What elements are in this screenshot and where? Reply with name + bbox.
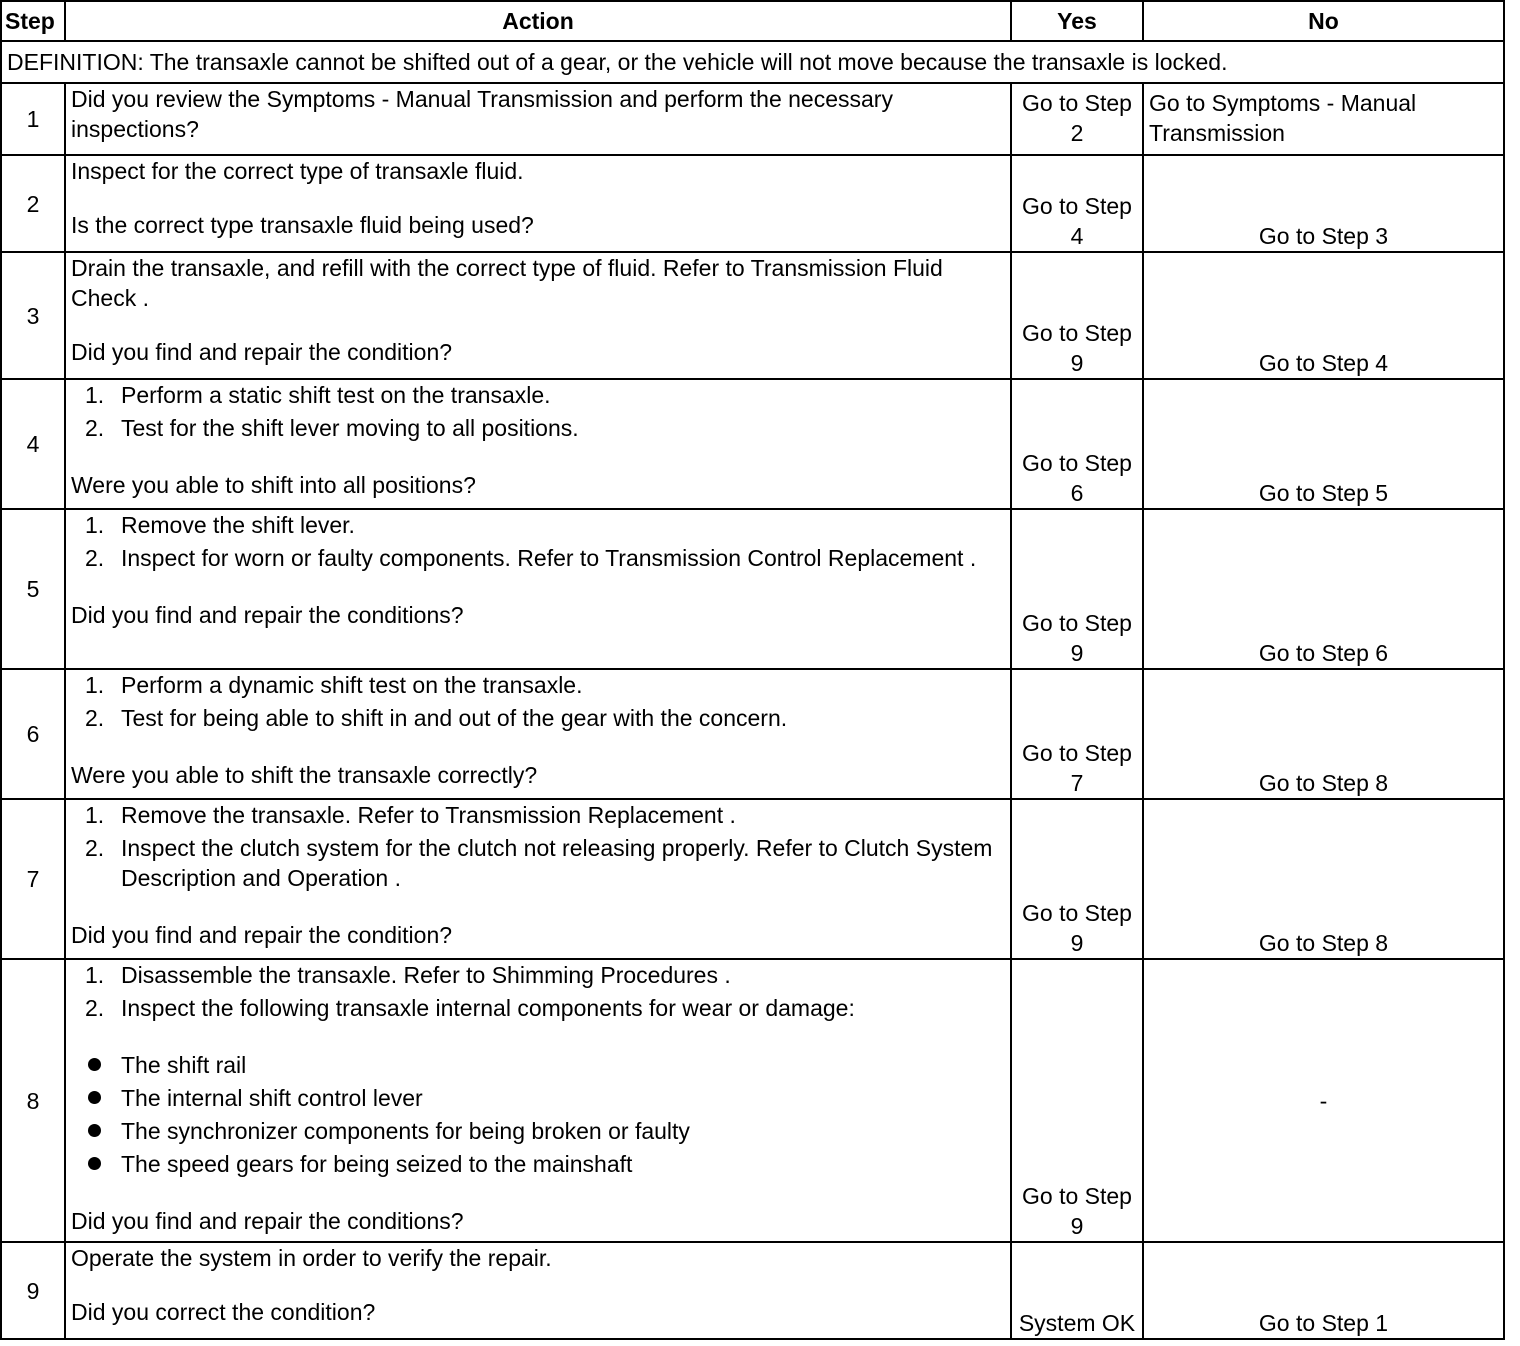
bullet-icon — [88, 1157, 101, 1170]
list-item: 2. Test for the shift lever moving to all positions. — [85, 415, 579, 441]
no-cell: Go to Step 4 — [1143, 252, 1504, 379]
table-row — [1, 252, 1504, 379]
yes-cell: Go to Step 9 — [1011, 799, 1143, 959]
definition-row — [1, 41, 1504, 83]
action-question: Did you find and repair the conditions? — [71, 602, 464, 628]
action-question: Did you correct the condition? — [71, 1299, 376, 1325]
action-cell — [65, 799, 1011, 959]
list-number: 1. — [85, 512, 105, 538]
action-question: Were you able to shift into all positions? — [71, 472, 476, 498]
no-cell: Go to Step 8 — [1143, 799, 1504, 959]
no-cell: Go to Step 6 — [1143, 509, 1504, 669]
action-question: Did you find and repair the condition? — [71, 922, 453, 948]
no-cell: Go to Step 1 — [1143, 1242, 1504, 1339]
list-item: The internal shift control lever — [71, 1083, 1005, 1113]
action-question: Were you able to shift the transaxle correctly? — [71, 762, 538, 788]
action-intro: Operate the system in order to verify the repair. — [71, 1245, 552, 1271]
table-row — [1, 669, 1504, 799]
bullet-list — [71, 1050, 1005, 1179]
step-number: 1 — [1, 83, 65, 155]
action-intro: Inspect for the correct type of transaxle fluid. — [71, 158, 524, 184]
action-cell — [65, 83, 1011, 155]
list-item: 1. Remove the transaxle. Refer to Transmission Replacement . — [85, 802, 736, 828]
list-number: 1. — [85, 962, 105, 988]
numbered-list — [71, 800, 1005, 893]
definition-text: DEFINITION: The transaxle cannot be shifted out of a gear, or the vehicle will not move because the transaxle is locked. — [1, 41, 1504, 83]
list-number: 1. — [85, 382, 105, 408]
no-cell: - — [1143, 959, 1504, 1242]
action-intro: Drain the transaxle, and refill with the correct type of fluid. Refer to Transmission Fluid Check . — [71, 255, 943, 311]
step-number: 4 — [1, 379, 65, 509]
table-row — [1, 155, 1504, 252]
step-header: Step — [1, 1, 65, 41]
step-number: 2 — [1, 155, 65, 252]
step-number: 3 — [1, 252, 65, 379]
yes-cell: Go to Step 2 — [1011, 83, 1143, 155]
table-row — [1, 799, 1504, 959]
numbered-list — [71, 670, 1005, 733]
yes-cell: Go to Step 7 — [1011, 669, 1143, 799]
numbered-list — [71, 960, 1005, 1023]
bullet-icon — [88, 1124, 101, 1137]
yes-cell: Go to Step 4 — [1011, 155, 1143, 252]
step-number: 7 — [1, 799, 65, 959]
list-number: 2. — [85, 705, 105, 731]
action-header: Action — [65, 1, 1011, 41]
list-number: 2. — [85, 835, 105, 861]
yes-cell: Go to Step 6 — [1011, 379, 1143, 509]
list-item: 2. Inspect for worn or faulty components. Refer to Transmission Control Replacement . — [85, 545, 977, 571]
step-number: 9 — [1, 1242, 65, 1339]
action-cell — [65, 155, 1011, 252]
action-question: Did you find and repair the conditions? — [71, 1208, 464, 1234]
action-cell — [65, 509, 1011, 669]
no-header: No — [1143, 1, 1504, 41]
list-item: The synchronizer components for being broken or faulty — [71, 1116, 1005, 1146]
action-question: Did you review the Symptoms - Manual Transmission and perform the necessary inspections? — [71, 86, 893, 142]
step-number: 8 — [1, 959, 65, 1242]
list-item: 1. Perform a static shift test on the transaxle. — [85, 382, 551, 408]
list-item: 2. Test for being able to shift in and out of the gear with the concern. — [85, 705, 788, 731]
no-cell: Go to Step 3 — [1143, 155, 1504, 252]
step-number: 5 — [1, 509, 65, 669]
yes-cell: Go to Step 9 — [1011, 959, 1143, 1242]
bullet-icon — [88, 1058, 101, 1071]
header-row — [1, 1, 1504, 41]
step-number: 6 — [1, 669, 65, 799]
table-row — [1, 83, 1504, 155]
list-number: 1. — [85, 802, 105, 828]
action-question: Is the correct type transaxle fluid being used? — [71, 212, 534, 238]
list-number: 2. — [85, 415, 105, 441]
list-number: 2. — [85, 995, 105, 1021]
yes-cell: System OK — [1011, 1242, 1143, 1339]
bullet-icon — [88, 1091, 101, 1104]
yes-header: Yes — [1011, 1, 1143, 41]
action-cell — [65, 379, 1011, 509]
list-item: 2. Inspect the clutch system for the clutch not releasing properly. Refer to Clutch System Description and Operation . — [85, 835, 993, 891]
table-row — [1, 509, 1504, 669]
table-row — [1, 379, 1504, 509]
list-item: 2. Inspect the following transaxle internal components for wear or damage: — [85, 995, 855, 1021]
yes-cell: Go to Step 9 — [1011, 509, 1143, 669]
list-item: 1. Perform a dynamic shift test on the transaxle. — [85, 672, 583, 698]
action-cell — [65, 669, 1011, 799]
yes-cell: Go to Step 9 — [1011, 252, 1143, 379]
table-row — [1, 959, 1504, 1242]
action-cell — [65, 252, 1011, 379]
action-cell — [65, 959, 1011, 1242]
no-cell: Go to Symptoms - Manual Transmission — [1143, 83, 1504, 155]
list-item: 1. Remove the shift lever. — [85, 512, 355, 538]
list-item: The speed gears for being seized to the mainshaft — [71, 1149, 1005, 1179]
numbered-list — [71, 380, 1005, 443]
list-item: 1. Disassemble the transaxle. Refer to Shimming Procedures . — [85, 962, 731, 988]
list-item: The shift rail — [71, 1050, 1005, 1080]
table-row — [1, 1242, 1504, 1339]
no-cell: Go to Step 5 — [1143, 379, 1504, 509]
action-question: Did you find and repair the condition? — [71, 339, 453, 365]
action-cell — [65, 1242, 1011, 1339]
list-number: 2. — [85, 545, 105, 571]
numbered-list — [71, 510, 1005, 573]
list-number: 1. — [85, 672, 105, 698]
no-cell: Go to Step 8 — [1143, 669, 1504, 799]
